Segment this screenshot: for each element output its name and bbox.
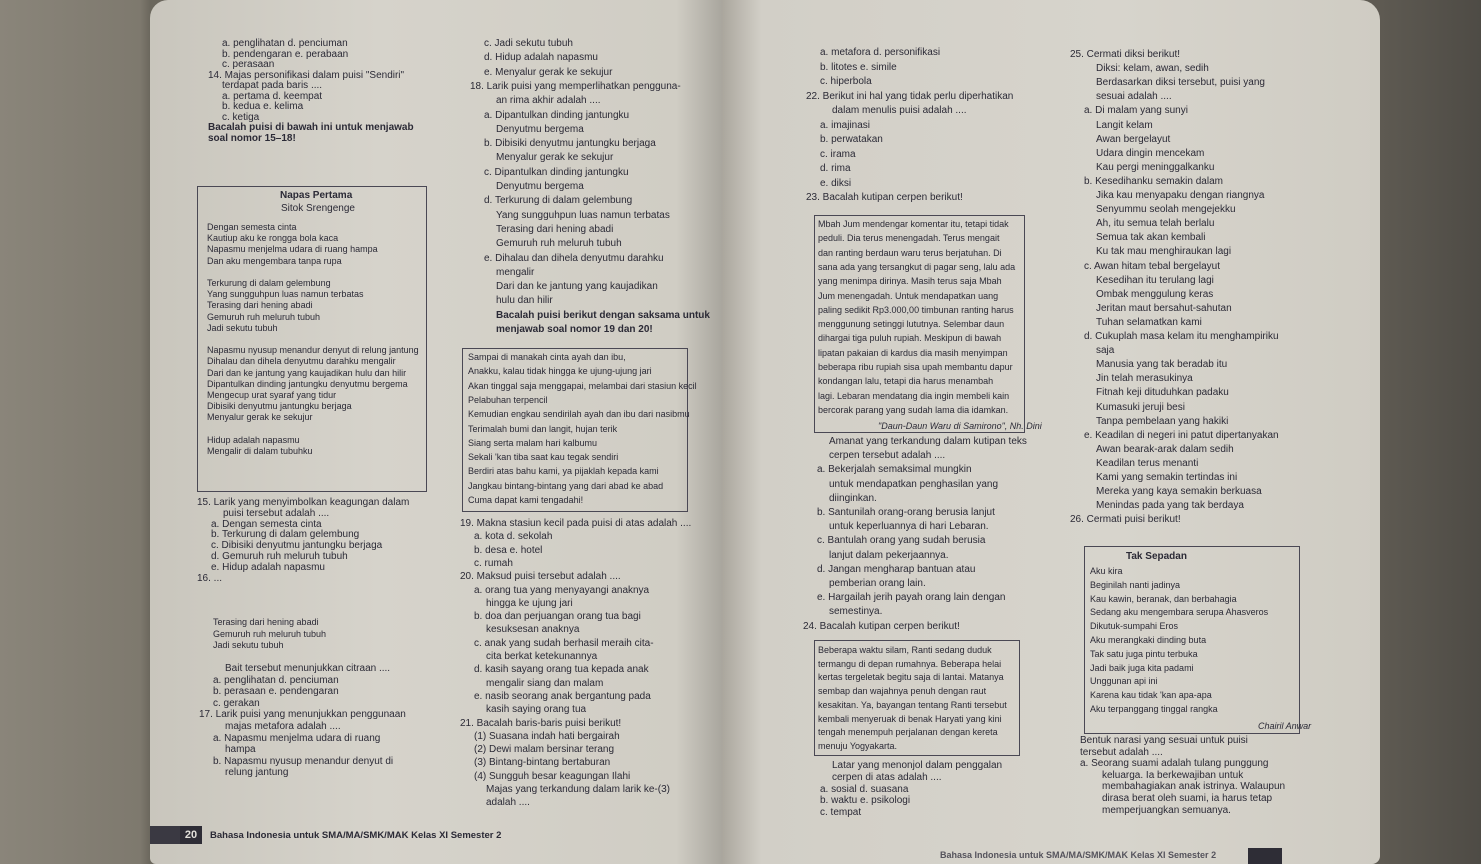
text-line: Kesedihan itu terulang lagi: [1096, 274, 1214, 286]
text-line: Berdasarkan diksi tersebut, puisi yang: [1096, 77, 1265, 89]
text-line: (3) Bintang-bintang bertaburan: [474, 757, 611, 769]
text-line: kertas tergeletak begitu saja di lantai. Matanya: [818, 672, 1004, 683]
text-line: dirasa berat oleh suami, ia harus tetap: [1102, 793, 1273, 804]
text-line: c. tempat: [820, 807, 862, 819]
text-line: a. orang tua yang menyayangi anaknya: [474, 584, 650, 596]
text-line: relung jantung: [225, 767, 289, 779]
text-line: Bacalah puisi di bawah ini untuk menjawab: [208, 122, 414, 133]
text-line: c. Bantulah orang yang sudah berusia: [817, 535, 986, 547]
text-line: Jadi baik juga kita padami: [1090, 662, 1194, 673]
text-line: b. litotes e. simile: [820, 61, 897, 73]
text-line: puisi tersebut adalah ....: [223, 507, 330, 519]
text-line: b. pendengaran e. perabaan: [222, 48, 349, 60]
text-line: Cuma dapat kami tengadahi!: [468, 495, 584, 505]
text-line: 19. Makna stasiun kecil pada puisi di atas adalah ....: [460, 518, 692, 529]
text-line: kasih saying orang tua: [486, 704, 587, 716]
text-line: c. perasaan: [222, 59, 275, 70]
text-line: (2) Dewi malam bersinar terang: [474, 744, 615, 756]
text-line: a. penglihatan d. penciuman: [213, 674, 339, 686]
text-line: Aku merangkaki dinding buta: [1090, 635, 1207, 645]
text-line: Terkurung di dalam gelembung: [207, 278, 331, 288]
text-line: menuju Yogyakarta.: [818, 740, 898, 751]
text-line: Kumasuki jeruji besi: [1096, 401, 1185, 413]
text-line: c. anak yang sudah berhasil meraih cita-: [474, 637, 654, 649]
text-line: Menyalur gerak ke sekujur: [496, 152, 614, 164]
text-line: Jangkau bintang-bintang yang dari abad ke abad: [468, 480, 664, 491]
text-line: dalam menulis puisi adalah ....: [832, 105, 967, 116]
text-line: Sekali 'kan tiba saat kau tegak sendiri: [468, 452, 619, 463]
text-line: paling sedikit Rp3.000,00 timbunan ranting harus: [818, 304, 1014, 315]
poem-title: Napas Pertama: [280, 190, 353, 201]
text-line: Dipantulkan dinding jantungku denyutmu bergema: [207, 378, 408, 389]
text-line: b. Santunilah orang-orang berusia lanjut: [817, 507, 995, 518]
text-line: 18. Larik puisi yang memperlihatkan pengguna-: [470, 80, 681, 92]
text-line: Dikutuk-sumpahi Eros: [1090, 621, 1179, 632]
text-line: Ku tak mau menghiraukan lagi: [1096, 246, 1232, 258]
text-line: cerpen di atas adalah ....: [832, 771, 942, 783]
text-line: Gemuruh ruh meluruh tubuh: [207, 311, 321, 322]
text-line: Terimalah bumi dan langit, hujan terik: [468, 423, 618, 434]
text-line: Kemudian engkau sendirilah ayah dan ibu dari nasibmu: [468, 409, 690, 420]
text-line: Kau kawin, beranak, dan berbahagia: [1090, 593, 1237, 604]
footer-text: Bahasa Indonesia untuk SMA/MA/SMK/MAK Kelas XI Semester 2: [210, 830, 502, 841]
text-line: Senyummu seolah mengejekku: [1096, 204, 1236, 216]
text-line: Napasmu menjelma udara di ruang hampa: [207, 244, 378, 255]
text-line: peduli. Dia terus menengadah. Terus mengait: [818, 233, 1000, 244]
text-line: Sampai di manakah cinta ayah dan ibu,: [468, 352, 626, 362]
text-line: Menyalur gerak ke sekujur: [207, 412, 313, 423]
text-line: b. doa dan perjuangan orang tua bagi: [474, 611, 641, 623]
text-line: a. Seorang suami adalah tulang punggung: [1080, 758, 1269, 770]
text-line: Beginilah nanti jadinya: [1090, 579, 1181, 590]
text-line: Terasing dari hening abadi: [213, 617, 319, 627]
text-line: menjawab soal nomor 19 dan 20!: [496, 324, 653, 335]
text-line: Karena kau tidak 'kan apa-apa: [1090, 690, 1212, 701]
text-line: memperjuangkan semuanya.: [1102, 804, 1231, 816]
text-line: d. rima: [820, 163, 851, 174]
text-line: Dibisiki denyutmu jantungku berjaga: [207, 401, 352, 412]
text-line: Kau pergi meninggalkanku: [1096, 161, 1215, 173]
text-line: 23. Bacalah kutipan cerpen berikut!: [806, 192, 963, 203]
text-line: a. imajinasi: [820, 119, 871, 131]
text-line: an rima akhir adalah ....: [496, 95, 601, 107]
text-line: bercorak parang yang sudah lama dia idamkan.: [818, 404, 1009, 415]
text-line: tengah menempuh perjalanan dengan kereta: [818, 727, 998, 738]
text-line: Pelabuhan terpencil: [468, 394, 548, 405]
text-line: untuk mendapatkan penghasilan yang: [829, 478, 999, 490]
text-line: Denyutmu bergema: [496, 181, 584, 192]
text-line: a. Dengan semesta cinta: [211, 518, 322, 530]
text-line: hingga ke ujung jari: [486, 597, 573, 609]
text-line: Kami yang semakin tertindas ini: [1096, 472, 1238, 483]
text-line: lagi. Lebaran mendatang dia ingin membeli kain: [818, 390, 1010, 401]
text-line: kesakitan. Ya, bayangan tentang Ranti tersebut: [818, 699, 1007, 710]
text-line: Beberapa waktu silam, Ranti sedang duduk: [818, 645, 992, 655]
text-line: 15. Larik yang menyimbolkan keagungan dalam: [197, 497, 410, 508]
text-line: Anakku, kalau tidak hingga ke ujung-ujung jari: [468, 366, 652, 377]
text-line: Tanpa pembelaan yang hakiki: [1096, 415, 1229, 427]
text-line: (1) Suasana indah hati bergairah: [474, 730, 620, 742]
text-line: a. Bekerjalah semaksimal mungkin: [817, 464, 972, 476]
text-line: kesuksesan anaknya: [486, 624, 580, 636]
text-line: e. Dihalau dan dihela denyutmu darahku: [484, 252, 664, 264]
text-line: Aku kira: [1090, 566, 1123, 576]
text-line: Terasing dari hening abadi: [496, 223, 614, 235]
text-line: Diksi: kelam, awan, sedih: [1096, 63, 1209, 75]
text-line: c. Dipantulkan dinding jantungku: [484, 166, 629, 178]
text-line: c. gerakan: [213, 697, 260, 709]
text-line: b. Kesedihanku semakin dalam: [1084, 175, 1223, 187]
text-line: c. Jadi sekutu tubuh: [484, 38, 573, 49]
text-line: Ombak menggulung keras: [1096, 288, 1214, 300]
poem-26-title: Tak Sepadan: [1126, 551, 1187, 562]
text-line: dan ranting berdaun waru terus berjatuhan. Di: [818, 247, 1002, 258]
text-line: Majas yang terkandung dalam larik ke-(3): [486, 784, 670, 795]
text-line: tersebut adalah ....: [1080, 746, 1163, 758]
text-line: sesuai adalah ....: [1096, 91, 1172, 103]
footer-text-right: Bahasa Indonesia untuk SMA/MA/SMK/MAK Kelas XI Semester 2: [940, 850, 1217, 860]
text-line: Hidup adalah napasmu: [207, 434, 300, 445]
text-line: Fitnah keji dituduhkan padaku: [1096, 387, 1229, 399]
text-line: b. perasaan e. pendengaran: [213, 686, 339, 698]
text-line: b. kedua e. kelima: [222, 101, 304, 112]
text-line: Gemuruh ruh meluruh tubuh: [496, 238, 622, 250]
text-line: Mengalir di dalam tubuhku: [207, 446, 313, 456]
text-line: mengalir: [496, 266, 535, 278]
text-line: Bacalah puisi berikut dengan saksama untuk: [496, 309, 710, 321]
text-line: Dari dan ke jantung yang kaujadikan: [496, 281, 658, 293]
text-line: 17. Larik puisi yang menunjukkan penggunaan: [199, 709, 406, 721]
text-line: soal nomor 15–18!: [208, 132, 296, 144]
text-line: b. Napasmu nyusup menandur denyut di: [213, 755, 394, 767]
text-line: Jum menengadah. Untuk mendapatkan uang: [818, 290, 999, 301]
text-line: a. pertama d. keempat: [222, 90, 323, 102]
text-line: sembap dan wajahnya penuh dengan raut: [818, 686, 987, 697]
text-line: Kautiup aku ke rongga bola kaca: [207, 233, 339, 244]
text-line: b. desa e. hotel: [474, 544, 543, 556]
text-line: 22. Berikut ini hal yang tidak perlu diperhatikan: [806, 90, 1014, 102]
text-line: 25. Cermati diksi berikut!: [1070, 49, 1181, 60]
poem-26-author: Chairil Anwar: [1258, 721, 1312, 731]
text-line: majas metafora adalah ....: [225, 721, 341, 732]
page-number: 20: [180, 826, 202, 844]
text-line: 14. Majas personifikasi dalam puisi "Sendiri": [208, 69, 405, 81]
text-line: e. diksi: [820, 177, 852, 189]
text-line: untuk keperluannya di hari Lebaran.: [829, 521, 989, 533]
text-line: menggunung setinggi lututnya. Selembar daun: [818, 319, 1005, 330]
text-line: Dari dan ke jantung yang kaujadikan hulu dan hilir: [207, 367, 407, 378]
excerpt-box-24: [814, 640, 1020, 756]
text-line: Jika kau menyapaku dengan riangnya: [1096, 190, 1265, 201]
text-line: hulu dan hilir: [496, 295, 553, 307]
text-line: Gemuruh ruh meluruh tubuh: [213, 628, 327, 639]
text-line: Aku terpanggang tinggal rangka: [1090, 704, 1218, 714]
text-line: c. rumah: [474, 557, 513, 569]
text-line: a. metafora d. personifikasi: [820, 47, 941, 58]
text-line: Jadi sekutu tubuh: [207, 322, 278, 333]
text-line: Mereka yang kaya semakin berkuasa: [1096, 486, 1262, 498]
text-line: Yang sungguhpun luas namun terbatas: [207, 289, 364, 300]
text-line: Jadi sekutu tubuh: [213, 640, 284, 650]
text-line: pemberian orang lain.: [829, 578, 926, 589]
text-line: Menindas pada yang tak berdaya: [1096, 500, 1244, 512]
text-line: Keadilan terus menanti: [1096, 457, 1199, 469]
text-line: mengalir siang dan malam: [486, 677, 604, 689]
text-line: c. hiperbola: [820, 76, 872, 87]
text-line: terdapat pada baris ....: [222, 80, 323, 91]
text-line: a. Napasmu menjelma udara di ruang: [213, 732, 381, 744]
text-line: kembali menyeruak di benak Haryati yang kini: [818, 713, 1002, 724]
text-line: a. penglihatan d. penciuman: [222, 38, 348, 49]
text-line: Jeritan maut bersahut-sahutan: [1096, 302, 1232, 314]
text-line: Dihalau dan dihela denyutmu darahku mengalir: [207, 356, 396, 367]
text-line: Terasing dari hening abadi: [207, 300, 313, 311]
text-line: Mbah Jum mendengar komentar itu, tetapi tidak: [818, 219, 1009, 229]
text-line: d. Terkurung di dalam gelembung: [484, 195, 633, 207]
text-line: sana ada yang tersangkut di pagar seng, lalu ada: [818, 261, 1016, 272]
poem-author: Sitok Srengenge: [281, 203, 355, 214]
text-line: e. Keadilan di negeri ini patut dipertanyakan: [1084, 429, 1279, 441]
text-line: termangu di depan rumahnya. Beberapa helai: [818, 658, 1002, 669]
text-line: Bait tersebut menunjukkan citraan ....: [225, 663, 391, 674]
text-line: d. Gemuruh ruh meluruh tubuh: [211, 551, 348, 562]
text-line: Siang serta malam hari kalbumu: [468, 437, 598, 448]
text-line: Mengecup urat syaraf yang tidur: [207, 390, 337, 400]
text-line: b. waktu e. psikologi: [820, 795, 911, 807]
text-line: Bentuk narasi yang sesuai untuk puisi: [1080, 735, 1248, 746]
text-line: c. Awan hitam tebal bergelayut: [1084, 260, 1221, 272]
page-number-right: [1248, 848, 1282, 864]
text-line: Akan tinggal saja menggapai, melambai dari stasiun kecil: [468, 380, 697, 391]
text-line: Dengan semesta cinta: [207, 222, 297, 232]
text-line: cita berkat ketekunannya: [486, 651, 598, 662]
text-line: 16. ...: [197, 572, 223, 584]
text-line: diinginkan.: [829, 492, 877, 504]
footer-bar: [150, 826, 180, 844]
text-line: Dan aku mengembara tanpa rupa: [207, 255, 342, 266]
text-line: membahagiakan anak istrinya. Walaupun: [1102, 781, 1286, 793]
text-line: Semua tak akan kembali: [1096, 232, 1206, 244]
text-line: d. Hidup adalah napasmu: [484, 52, 598, 64]
text-line: c. Dibisiki denyutmu jantungku berjaga: [211, 540, 383, 552]
text-line: keluarga. Ia berkewajiban untuk: [1102, 769, 1244, 781]
text-line: Berdiri atas bahu kami, ya pijaklah kepada kami: [468, 466, 659, 477]
text-line: Langit kelam: [1096, 119, 1153, 131]
text-line: adalah ....: [486, 797, 530, 809]
text-line: 26. Cermati puisi berikut!: [1070, 514, 1181, 526]
text-line: 21. Bacalah baris-baris puisi berikut!: [460, 717, 622, 729]
text-line: Latar yang menonjol dalam penggalan: [832, 760, 1003, 771]
text-line: dihargai tiga puluh rupiah. Meskipun di bawah: [818, 333, 1002, 344]
text-line: Tuhan selamatkan kami: [1096, 316, 1202, 328]
text-line: e. Hargailah jerih payah orang lain dengan: [817, 592, 1006, 604]
text-line: Denyutmu bergema: [496, 123, 584, 135]
text-line: Manusia yang tak beradab itu: [1096, 359, 1228, 371]
text-line: Udara dingin mencekam: [1096, 147, 1205, 159]
text-line: saja: [1096, 345, 1115, 357]
text-line: e. Hidup adalah napasmu: [211, 561, 325, 573]
text-line: beberapa ribu rupiah sisa upah membantu dapur: [818, 362, 1013, 372]
text-line: lipatan pakaian di kardus dia masih menyimpan: [818, 347, 1008, 358]
text-line: Yang sungguhpun luas namun terbatas: [496, 209, 670, 221]
text-line: b. Terkurung di dalam gelembung: [211, 529, 360, 541]
text-line: Napasmu nyusup menandur denyut di relung jantung: [207, 345, 419, 356]
text-line: d. kasih sayang orang tua kepada anak: [474, 664, 649, 676]
text-line: Sedang aku mengembara serupa Ahasveros: [1090, 607, 1269, 618]
excerpt-23-source: "Daun-Daun Waru di Samirono", Nh. Dini: [878, 421, 1042, 431]
text-line: yang menimpa dirinya. Masih terus saja Mbah: [818, 276, 1002, 287]
text-line: 20. Maksud puisi tersebut adalah ....: [460, 571, 621, 583]
text-line: a. Dipantulkan dinding jantungku: [484, 109, 630, 121]
text-line: c. irama: [820, 148, 856, 160]
text-line: Ah, itu semua telah berlalu: [1096, 218, 1215, 230]
text-line: semestinya.: [829, 606, 883, 618]
text-line: 24. Bacalah kutipan cerpen berikut!: [803, 620, 960, 632]
text-line: hampa: [225, 744, 256, 756]
text-line: b. perwatakan: [820, 134, 883, 145]
text-line: Jin telah merasukinya: [1096, 373, 1193, 385]
text-line: a. Di malam yang sunyi: [1084, 105, 1188, 117]
text-line: Awan bearak-arak dalam sedih: [1096, 443, 1234, 455]
text-line: (4) Sungguh besar keagungan Ilahi: [474, 770, 631, 782]
text-line: Awan bergelayut: [1096, 133, 1171, 145]
text-line: lanjut dalam pekerjaannya.: [829, 549, 949, 561]
text-line: d. Cukuplah masa kelam itu menghampiriku: [1084, 331, 1279, 342]
text-line: d. Jangan mengharap bantuan atau: [817, 563, 976, 575]
text-line: e. Menyalur gerak ke sekujur: [484, 66, 613, 78]
text-line: a. sosial d. suasana: [820, 783, 909, 795]
text-line: kondangan lalu, tetapi dia harus menambah: [818, 376, 994, 387]
text-line: c. ketiga: [222, 111, 260, 123]
text-line: cerpen tersebut adalah ....: [829, 450, 946, 462]
text-line: a. kota d. sekolah: [474, 531, 553, 543]
text-line: b. Dibisiki denyutmu jantungku berjaga: [484, 138, 656, 150]
text-line: Tak satu juga pintu terbuka: [1090, 648, 1198, 659]
text-line: e. nasib seorang anak bergantung pada: [474, 690, 651, 702]
text-line: Unggunan api ini: [1090, 676, 1158, 687]
text-line: Amanat yang terkandung dalam kutipan teks: [829, 436, 1027, 447]
